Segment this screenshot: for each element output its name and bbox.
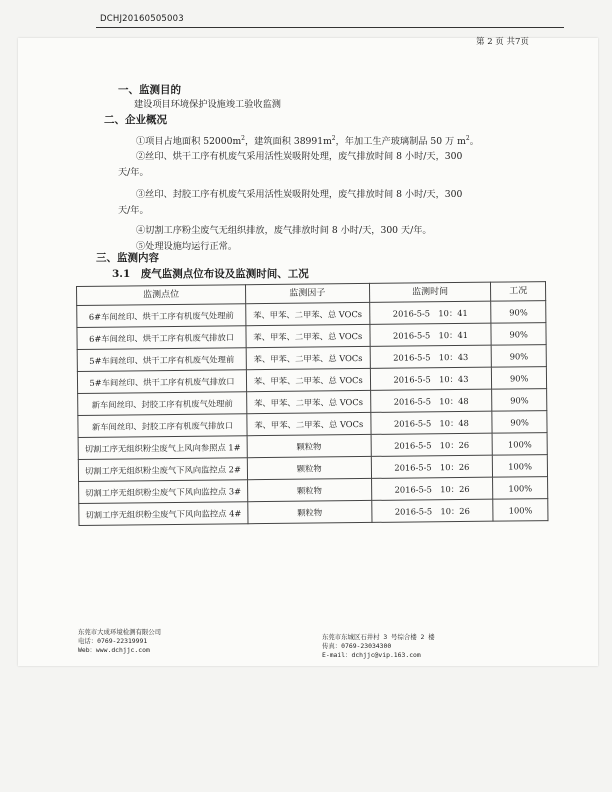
footer-right	[322, 633, 435, 660]
footer-web: Web：www.dchjjc.com	[78, 646, 150, 654]
cell-time: 2016-5-5 10：26	[371, 499, 493, 522]
cell-time: 2016-5-5 10：26	[371, 433, 493, 456]
header-rule	[96, 27, 564, 28]
cell-factor: 苯、甲苯、二甲苯、总 VOCs	[247, 412, 371, 435]
cell-point: 新车间丝印、封胶工序有机废气排放口	[78, 414, 247, 438]
cell-time: 2016-5-5 10：26	[371, 455, 493, 478]
cell-point: 切割工序无组织粉尘废气上风向参照点 1#	[78, 436, 247, 460]
cell-condition: 90%	[491, 301, 546, 324]
section-2-title: 二、企业概况	[104, 114, 167, 126]
footer-left	[78, 628, 161, 655]
cell-time: 2016-5-5 10：43	[370, 367, 492, 390]
footer-fax: 传真：0769-23034300	[322, 642, 392, 650]
footer-company: 东莞市大成环境检测有限公司	[78, 628, 162, 636]
cell-factor: 苯、甲苯、二甲苯、总 VOCs	[246, 368, 370, 391]
cell-condition: 90%	[492, 411, 547, 434]
header-condition: 工况	[491, 282, 546, 302]
header-factor: 监测因子	[245, 283, 369, 303]
cell-time: 2016-5-5 10：26	[371, 477, 493, 500]
cell-condition: 100%	[492, 433, 547, 456]
header-point: 监测点位	[77, 285, 246, 306]
cell-time: 2016-5-5 10：48	[370, 411, 492, 434]
cell-point: 5#车间丝印、烘干工序有机废气处理前	[77, 348, 246, 372]
cell-factor: 颗粒物	[247, 478, 371, 501]
cell-condition: 90%	[492, 389, 547, 412]
cell-factor: 颗粒物	[248, 500, 372, 523]
document-id: DCHJ20160505003	[100, 14, 184, 24]
footer-email: E-mail：dchjjc@vip.163.com	[322, 651, 421, 659]
cell-factor: 苯、甲苯、二甲苯、总 VOCs	[246, 346, 370, 369]
cell-condition: 90%	[492, 367, 547, 390]
overview-item-4: ④切割工序粉尘废气无组织排放，废气排放时间 8 小时/天，300 天/年。	[136, 225, 432, 236]
cell-time: 2016-5-5 10：41	[370, 323, 492, 346]
cell-point: 切割工序无组织粉尘废气下风向监控点 3#	[79, 480, 248, 504]
cell-time: 2016-5-5 10：41	[369, 301, 491, 324]
cell-factor: 苯、甲苯、二甲苯、总 VOCs	[246, 302, 370, 325]
cell-condition: 90%	[491, 345, 546, 368]
cell-point: 切割工序无组织粉尘废气下风向监控点 4#	[79, 502, 248, 526]
overview-item-3: ③丝印、封胶工序有机废气采用活性炭吸附处理，废气排放时间 8 小时/天，300	[136, 189, 463, 200]
cell-factor: 苯、甲苯、二甲苯、总 VOCs	[246, 324, 370, 347]
section-1-text: 建设项目环境保护设施竣工验收监测	[134, 99, 281, 110]
cell-point: 6#车间丝印、烘干工序有机废气处理前	[77, 304, 246, 328]
cell-condition: 100%	[493, 499, 548, 522]
cell-point: 6#车间丝印、烘干工序有机废气排放口	[77, 326, 246, 350]
section-3-title: 三、监测内容	[96, 252, 159, 264]
cell-condition: 90%	[491, 323, 546, 346]
cell-factor: 苯、甲苯、二甲苯、总 VOCs	[247, 390, 371, 413]
table-row	[79, 499, 548, 526]
footer-phone: 电话：0769-22319991	[78, 637, 148, 645]
cell-point: 新车间丝印、封胶工序有机废气处理前	[78, 392, 247, 416]
cell-factor: 颗粒物	[247, 456, 371, 479]
cell-condition: 100%	[493, 455, 548, 478]
cell-point: 切割工序无组织粉尘废气下风向监控点 2#	[78, 458, 247, 482]
overview-item-5: ⑤处理设施均运行正常。	[136, 241, 238, 252]
cell-point: 5#车间丝印、烘干工序有机废气排放口	[77, 370, 246, 394]
page-number: 第 2 页 共7页	[476, 37, 529, 47]
monitoring-table	[76, 281, 548, 526]
cell-condition: 100%	[493, 477, 548, 500]
overview-item-2: ②丝印、烘干工序有机废气采用活性炭吸附处理，废气排放时间 8 小时/天，300	[136, 151, 463, 162]
section-3-1-title: 3.1 废气监测点位布设及监测时间、工况	[112, 268, 309, 280]
cell-time: 2016-5-5 10：48	[370, 389, 492, 412]
cell-time: 2016-5-5 10：43	[370, 345, 492, 368]
cell-factor: 颗粒物	[247, 434, 371, 457]
overview-item-1: ①项目占地面积 $52000m^2$，建筑面积 $38991m^2$，年加工生产玻璃制品 50 万 $m^2$。	[136, 135, 479, 148]
footer-address: 东莞市东城区石井村 3 号综合楼 2 楼	[322, 633, 435, 641]
overview-item-3-cont: 天/年。	[118, 205, 149, 216]
header-time: 监测时间	[369, 282, 491, 302]
section-1-title: 一、监测目的	[118, 84, 181, 96]
overview-item-2-cont: 天/年。	[118, 167, 149, 178]
